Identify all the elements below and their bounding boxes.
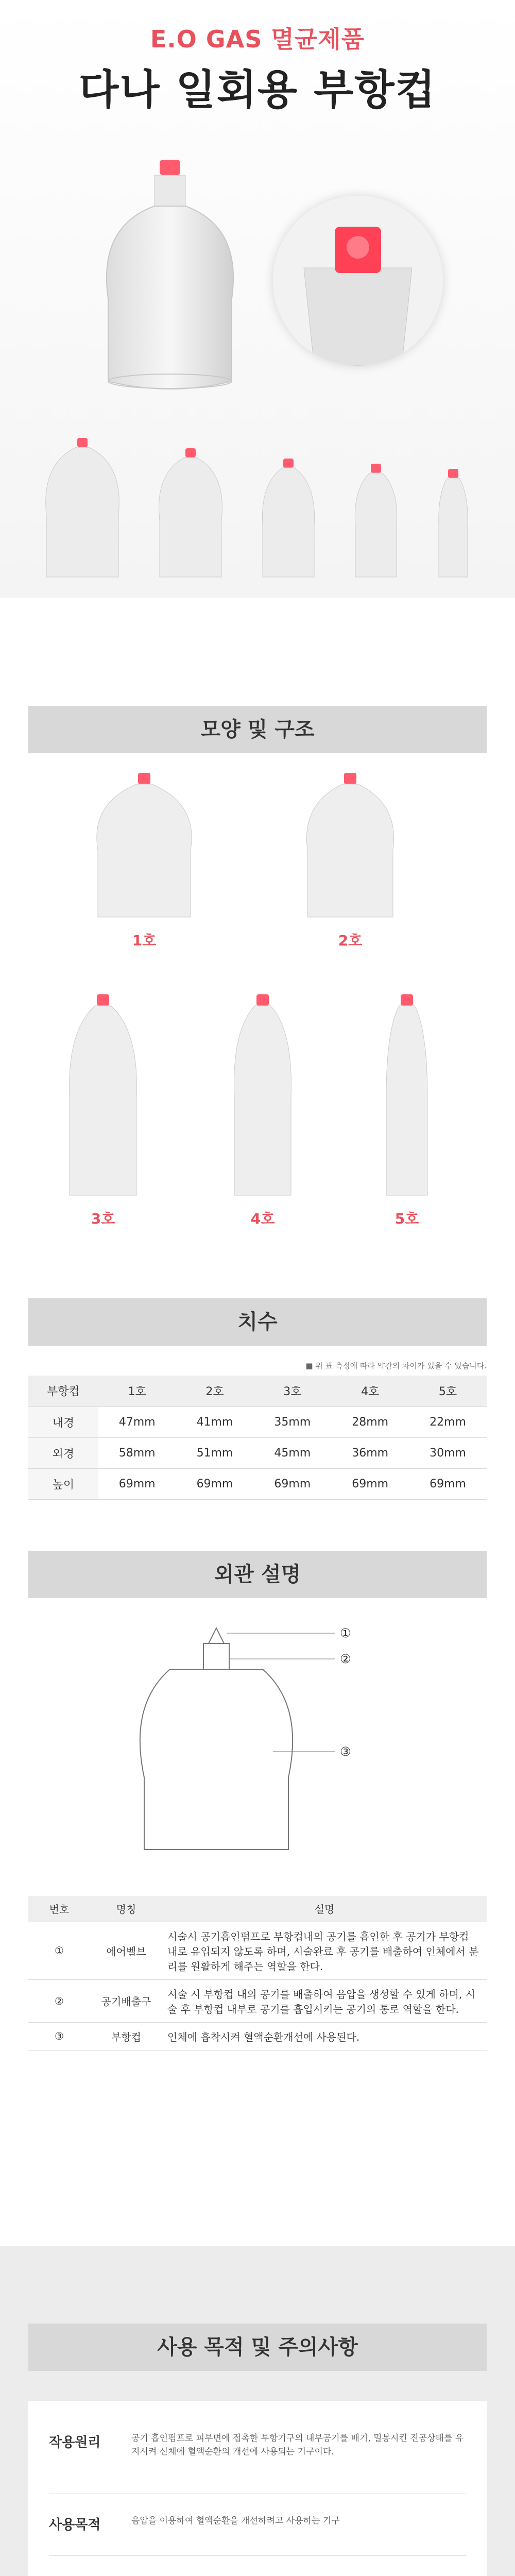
- row-no: ③: [28, 2022, 90, 2050]
- cell: 69mm: [409, 1468, 487, 1499]
- usage-purpose-body: 음압을 이용하여 혈액순환을 개선하려고 사용하는 기구: [131, 2516, 340, 2526]
- dimensions-section-header: 치수: [28, 1298, 487, 1346]
- cup-2-icon: [149, 448, 232, 582]
- shape-cup-1: [85, 773, 203, 950]
- appearance-table: [28, 1896, 487, 2050]
- row-label: 내경: [28, 1406, 98, 1437]
- table-row: [28, 1406, 487, 1437]
- usage-principle: [49, 2432, 466, 2488]
- dimensions-table: [28, 1376, 487, 1500]
- brand-label: E.O GAS 멸균제품: [150, 25, 365, 53]
- table-row: [28, 1922, 487, 1979]
- callout-1: ①: [340, 1626, 351, 1640]
- table-row: [28, 1468, 487, 1499]
- row-name: 부항컵: [90, 2022, 162, 2050]
- callout-2: ②: [340, 1652, 351, 1666]
- cell: 69mm: [98, 1468, 176, 1499]
- col-header: 2호: [176, 1376, 254, 1406]
- shape-cup-3-label: 3호: [91, 1210, 115, 1227]
- row-desc: 시술시 공기흡인펌프로 부항컵내의 공기를 흡인한 후 공기가 부항컵 내로 유입되지 않도록 하며, 시술완료 후 공기를 배출하여 인체에서 분리를 원활하게 해주는 역할을 한다.: [162, 1922, 487, 1979]
- cell: 28mm: [331, 1406, 409, 1437]
- table-row: [28, 2022, 487, 2050]
- shape-section-header: 모양 및 구조: [28, 706, 487, 753]
- col-header: 3호: [253, 1376, 331, 1406]
- col-header: 부항컵: [28, 1376, 98, 1406]
- shape-cup-5-label: 5호: [394, 1210, 419, 1227]
- usage-box: [28, 2401, 487, 2576]
- usage-purpose-title: 사용목적: [49, 2517, 101, 2533]
- hero-cup-row: [26, 428, 489, 582]
- col-header: 설명: [162, 1896, 487, 1922]
- usage-section: [0, 2246, 515, 2576]
- dimensions-header-row: [28, 1376, 487, 1406]
- col-header: 명칭: [90, 1896, 162, 1922]
- shape-cup-grid: [28, 773, 487, 1267]
- shape-cup-2-icon: [296, 773, 404, 922]
- usage-principle-body: 공기 흡인펌프로 피부면에 접촉한 부항기구의 내부공기를 배기, 밀봉시킨 진공상태를 유지시켜 신체에 혈액순환의 개선에 사용되는 기구이다.: [131, 2433, 464, 2458]
- shape-cup-1-label: 1호: [132, 932, 157, 949]
- usage-principle-title: 작용원리: [49, 2435, 101, 2450]
- cell: 58mm: [98, 1437, 176, 1468]
- hero-section: [0, 0, 515, 598]
- table-row: [28, 1979, 487, 2022]
- table-row: [28, 1437, 487, 1468]
- col-header: 번호: [28, 1896, 90, 1922]
- cell: 30mm: [409, 1437, 487, 1468]
- col-header: 1호: [98, 1376, 176, 1406]
- row-label: 외경: [28, 1437, 98, 1468]
- cup-1-icon: [36, 438, 129, 582]
- shape-cup-3-icon: [59, 994, 147, 1200]
- cell: 35mm: [253, 1406, 331, 1437]
- valve-detail-image: [273, 196, 443, 366]
- usage-purpose: [49, 2514, 466, 2545]
- cell: 41mm: [176, 1406, 254, 1437]
- cup-3-icon: [252, 459, 324, 582]
- col-header: 5호: [409, 1376, 487, 1406]
- row-desc: 시술 시 부항컵 내의 공기를 배출하여 음압을 생성할 수 있게 하며, 시술 후 부항컵 내부로 공기를 흡입시키는 공기의 통로 역할을 한다.: [162, 1979, 487, 2022]
- shape-cup-5-icon: [373, 994, 440, 1200]
- appearance-header-row: [28, 1896, 487, 1922]
- divider: [49, 2555, 466, 2556]
- col-header: 4호: [331, 1376, 409, 1406]
- shape-cup-2: [296, 773, 404, 950]
- cell: 36mm: [331, 1437, 409, 1468]
- cell: 22mm: [409, 1406, 487, 1437]
- shape-cup-4-label: 4호: [250, 1210, 275, 1227]
- dimensions-note: ■ 위 표 측정에 따라 약간의 차이가 있을 수 있습니다.: [305, 1361, 487, 1370]
- shape-cup-3: [59, 994, 147, 1228]
- row-desc: 인체에 흡착시켜 혈액순환개선에 사용된다.: [162, 2022, 487, 2050]
- shape-cup-5: [373, 994, 440, 1228]
- cell: 69mm: [176, 1468, 254, 1499]
- usage-section-header: 사용 목적 및 주의사항: [28, 2324, 487, 2371]
- hero-cup-image: [77, 155, 263, 402]
- shape-cup-4: [224, 994, 301, 1228]
- row-label: 높이: [28, 1468, 98, 1499]
- shape-cup-4-icon: [224, 994, 301, 1200]
- cell: 69mm: [331, 1468, 409, 1499]
- row-no: ①: [28, 1922, 90, 1979]
- row-no: ②: [28, 1979, 90, 2022]
- cup-4-icon: [345, 464, 407, 582]
- shape-cup-1-icon: [85, 773, 203, 922]
- row-name: 에어벨브: [90, 1922, 162, 1979]
- cell: 47mm: [98, 1406, 176, 1437]
- valve-closeup-icon: [273, 196, 443, 366]
- cell: 51mm: [176, 1437, 254, 1468]
- row-name: 공기배출구: [90, 1979, 162, 2022]
- cell: 69mm: [253, 1468, 331, 1499]
- shape-cup-2-label: 2호: [338, 932, 363, 949]
- appearance-section-header: 외관 설명: [28, 1551, 487, 1598]
- callout-3: ③: [340, 1744, 351, 1759]
- cell: 45mm: [253, 1437, 331, 1468]
- appearance-diagram: [118, 1623, 407, 1860]
- cup-5-icon: [427, 469, 479, 582]
- product-title: 다나 일회용 부항컵: [79, 66, 436, 114]
